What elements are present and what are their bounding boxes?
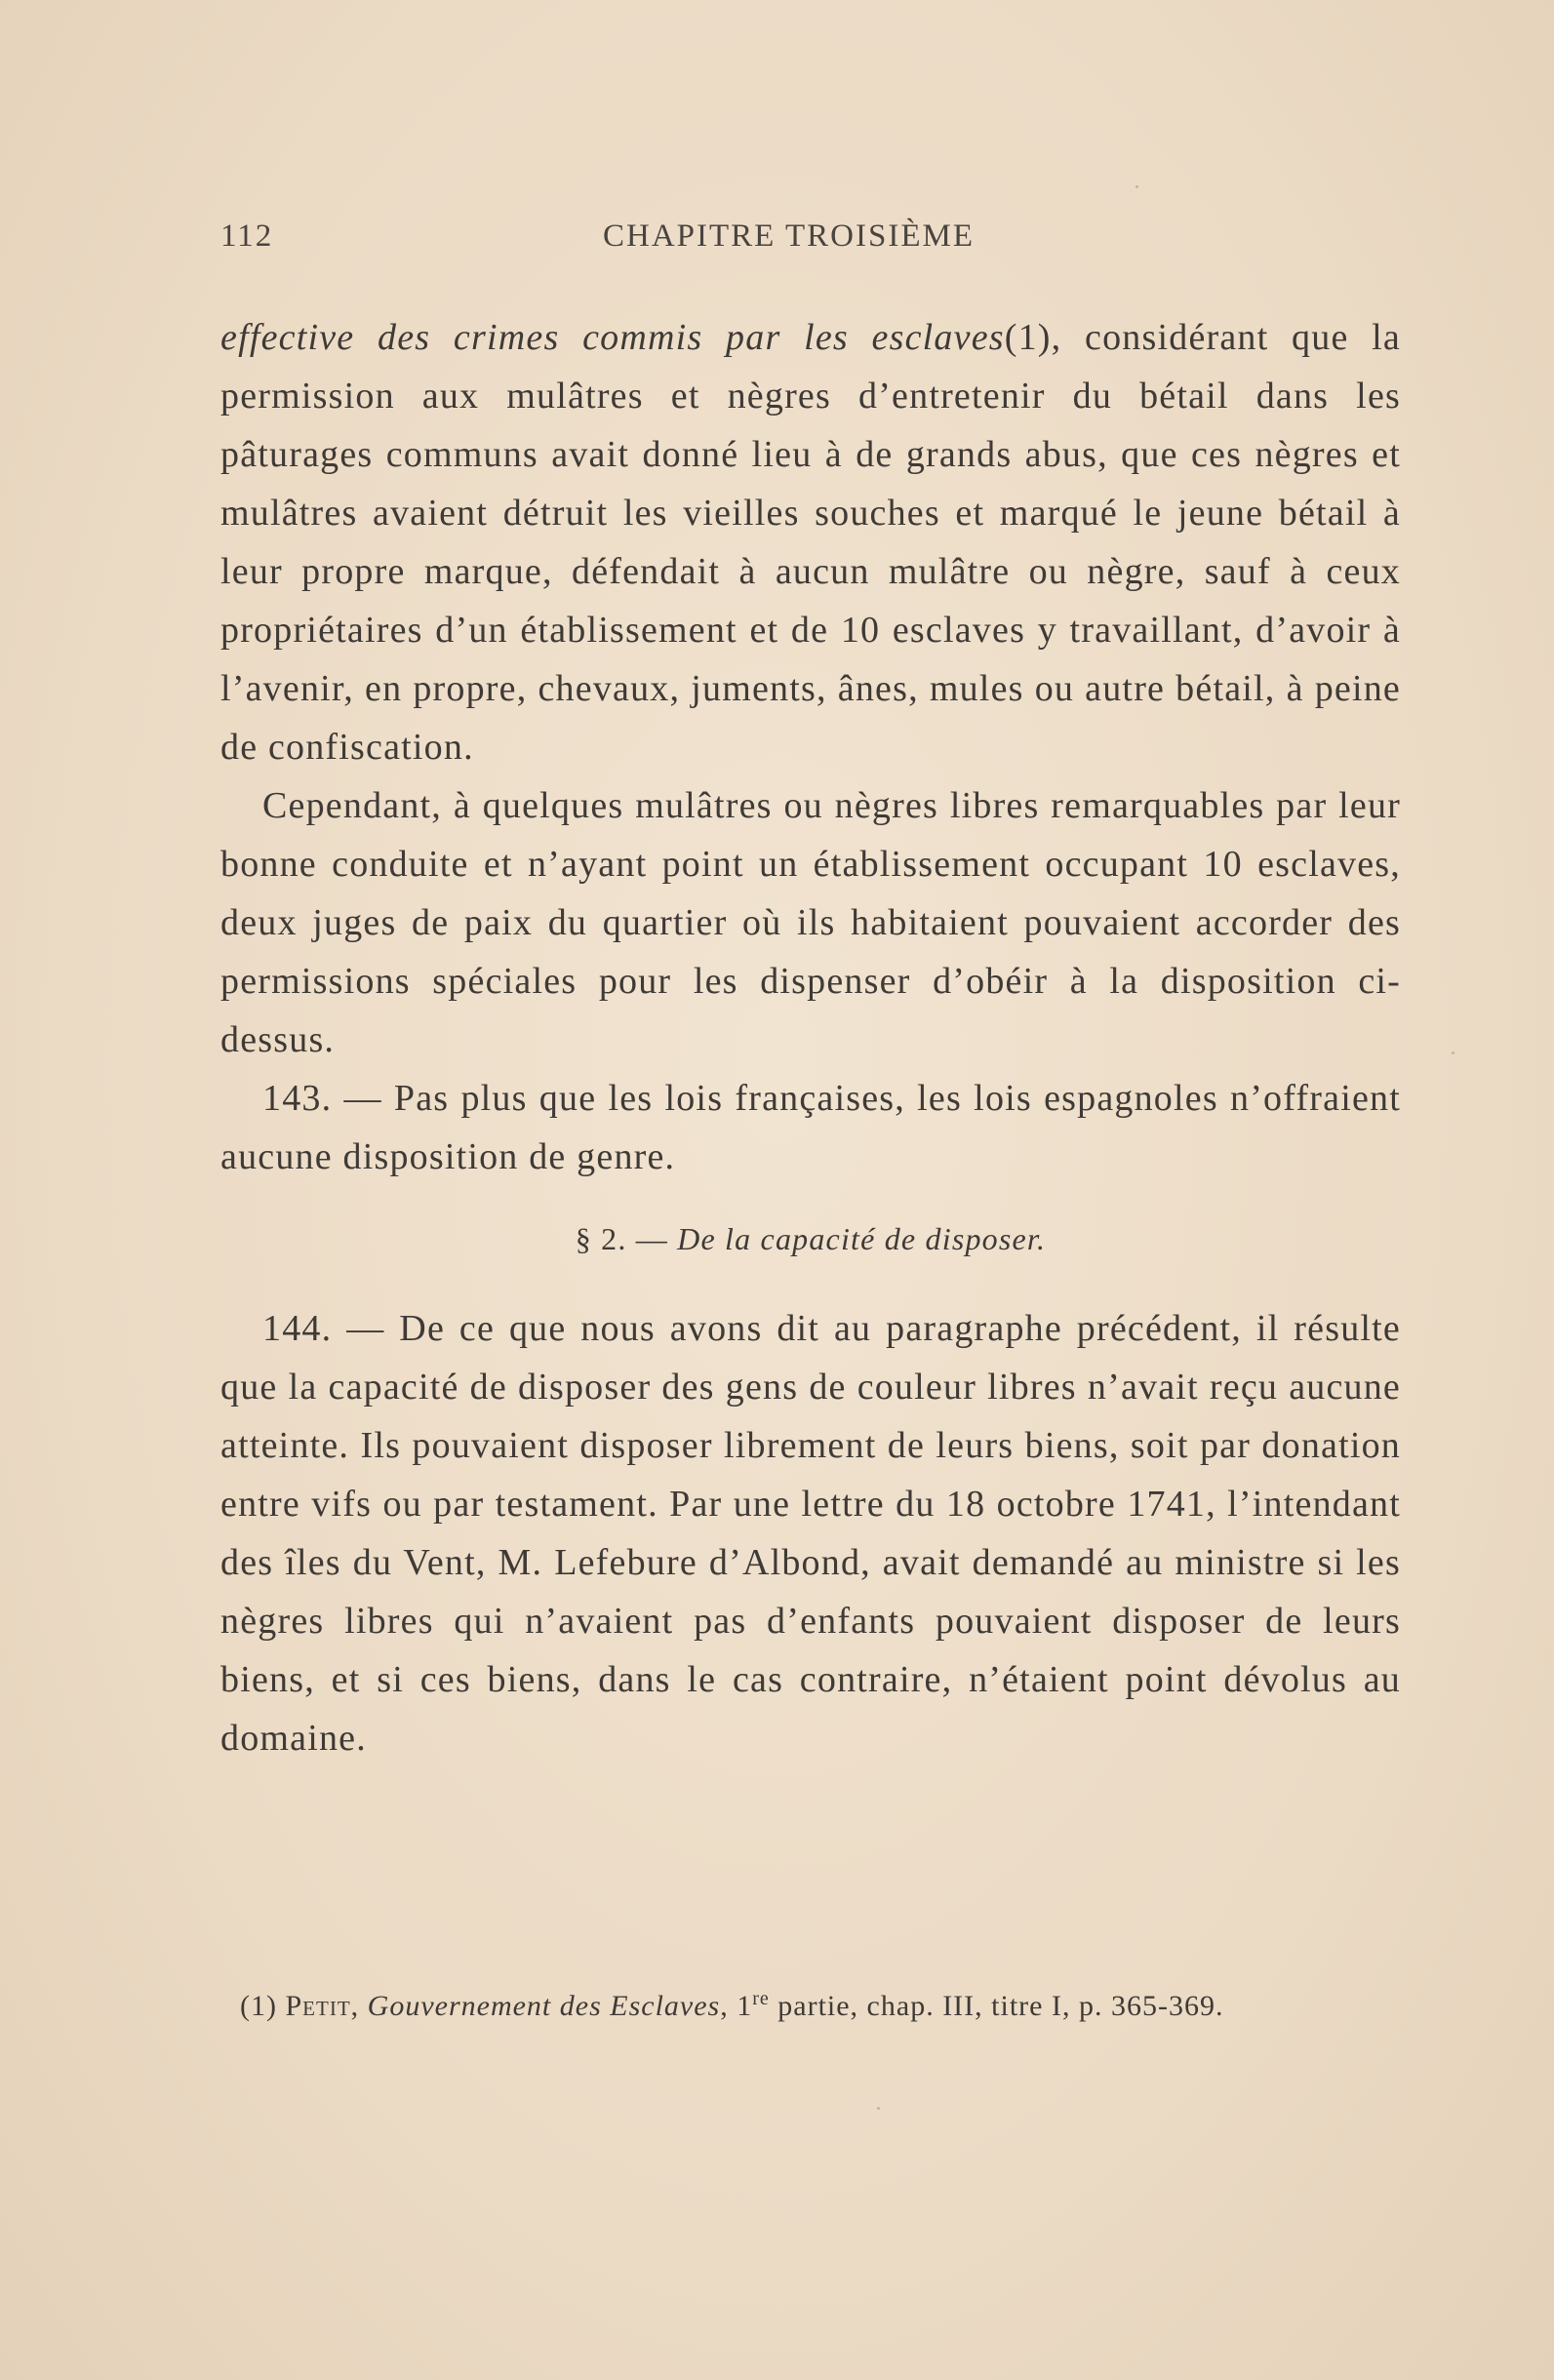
paragraph-continuation — [220, 308, 1401, 776]
paper-speck — [1136, 185, 1138, 188]
paragraph-144: 144. — De ce que nous avons dit au paragraphe précédent, il résulte que la capacité de disposer des gens de couleur libres n’avait reçu aucune atteinte. Ils pouvaient disposer librement de leurs biens, soit par donation entre vifs ou par testament. Par une lettre du 18 octobre 1741, l’intendant des îles du Vent, M. Lefebure d’Albond, avait demandé au ministre si les nègres libres qui n’avaient pas d’enfants pouvaient disposer de leurs biens, et si ces biens, dans le cas contraire, n’étaient point dévolus au domaine. — [220, 1308, 1401, 1759]
footnote-reference: (1) — [1004, 317, 1052, 358]
footnote-author: Petit — [285, 1990, 351, 2022]
page-header — [220, 218, 1401, 267]
footnote-part-number: , 1 — [720, 1990, 753, 2022]
footnote-number: (1) — [240, 1990, 286, 2022]
footnote-title: Gouvernement des Esclaves — [367, 1990, 721, 2022]
section-heading-number: § 2. — — [575, 1221, 678, 1256]
paragraph-143: 143. — Pas plus que les lois françaises, les lois espagnoles n’offraient aucune disposition de genre. — [220, 1078, 1401, 1177]
footnote-separator: , — [350, 1990, 368, 2022]
paper-speck — [877, 2107, 880, 2110]
page-number: 112 — [220, 218, 274, 254]
footnote — [240, 1985, 1401, 2028]
footnote-superscript: re — [752, 1988, 770, 2009]
main-text — [220, 308, 1401, 1767]
section-heading-title: De la capacité de disposer. — [677, 1221, 1047, 1256]
footnote-reference-details: partie, chap. III, titre I, p. 365-369. — [769, 1990, 1224, 2022]
section-heading — [220, 1219, 1401, 1258]
italic-phrase: effective des crimes commis par les esclaves — [220, 317, 1005, 358]
paper-speck — [1452, 1051, 1454, 1054]
paragraph-text: , considérant que la permission aux mulâtres et nègres d’entretenir du bétail dans les pâturages communs avait donné lieu à de grands abus, que ces nègres et mulâtres avaient détruit les vieilles souches et marqué le jeune bétail à leur propre marque, défendait à aucun mulâtre ou nègre, sauf à ceux propriétaires d’un établissement et de 10 esclaves y travaillant, d’avoir à l’avenir, en propre, chevaux, juments, ânes, mules ou autre bétail, à peine de confiscation. — [220, 317, 1401, 768]
running-head: CHAPITRE TROISIÈME — [603, 218, 975, 254]
paragraph-cependant: Cependant, à quelques mulâtres ou nègres libres remarquables par leur bonne conduite et n’ayant point un établissement occupant 10 esclaves, deux juges de paix du quartier où ils habitaient pouvaient accorder des permissions spéciales pour les dispenser d’obéir à la disposition ci-dessus. — [220, 785, 1401, 1060]
